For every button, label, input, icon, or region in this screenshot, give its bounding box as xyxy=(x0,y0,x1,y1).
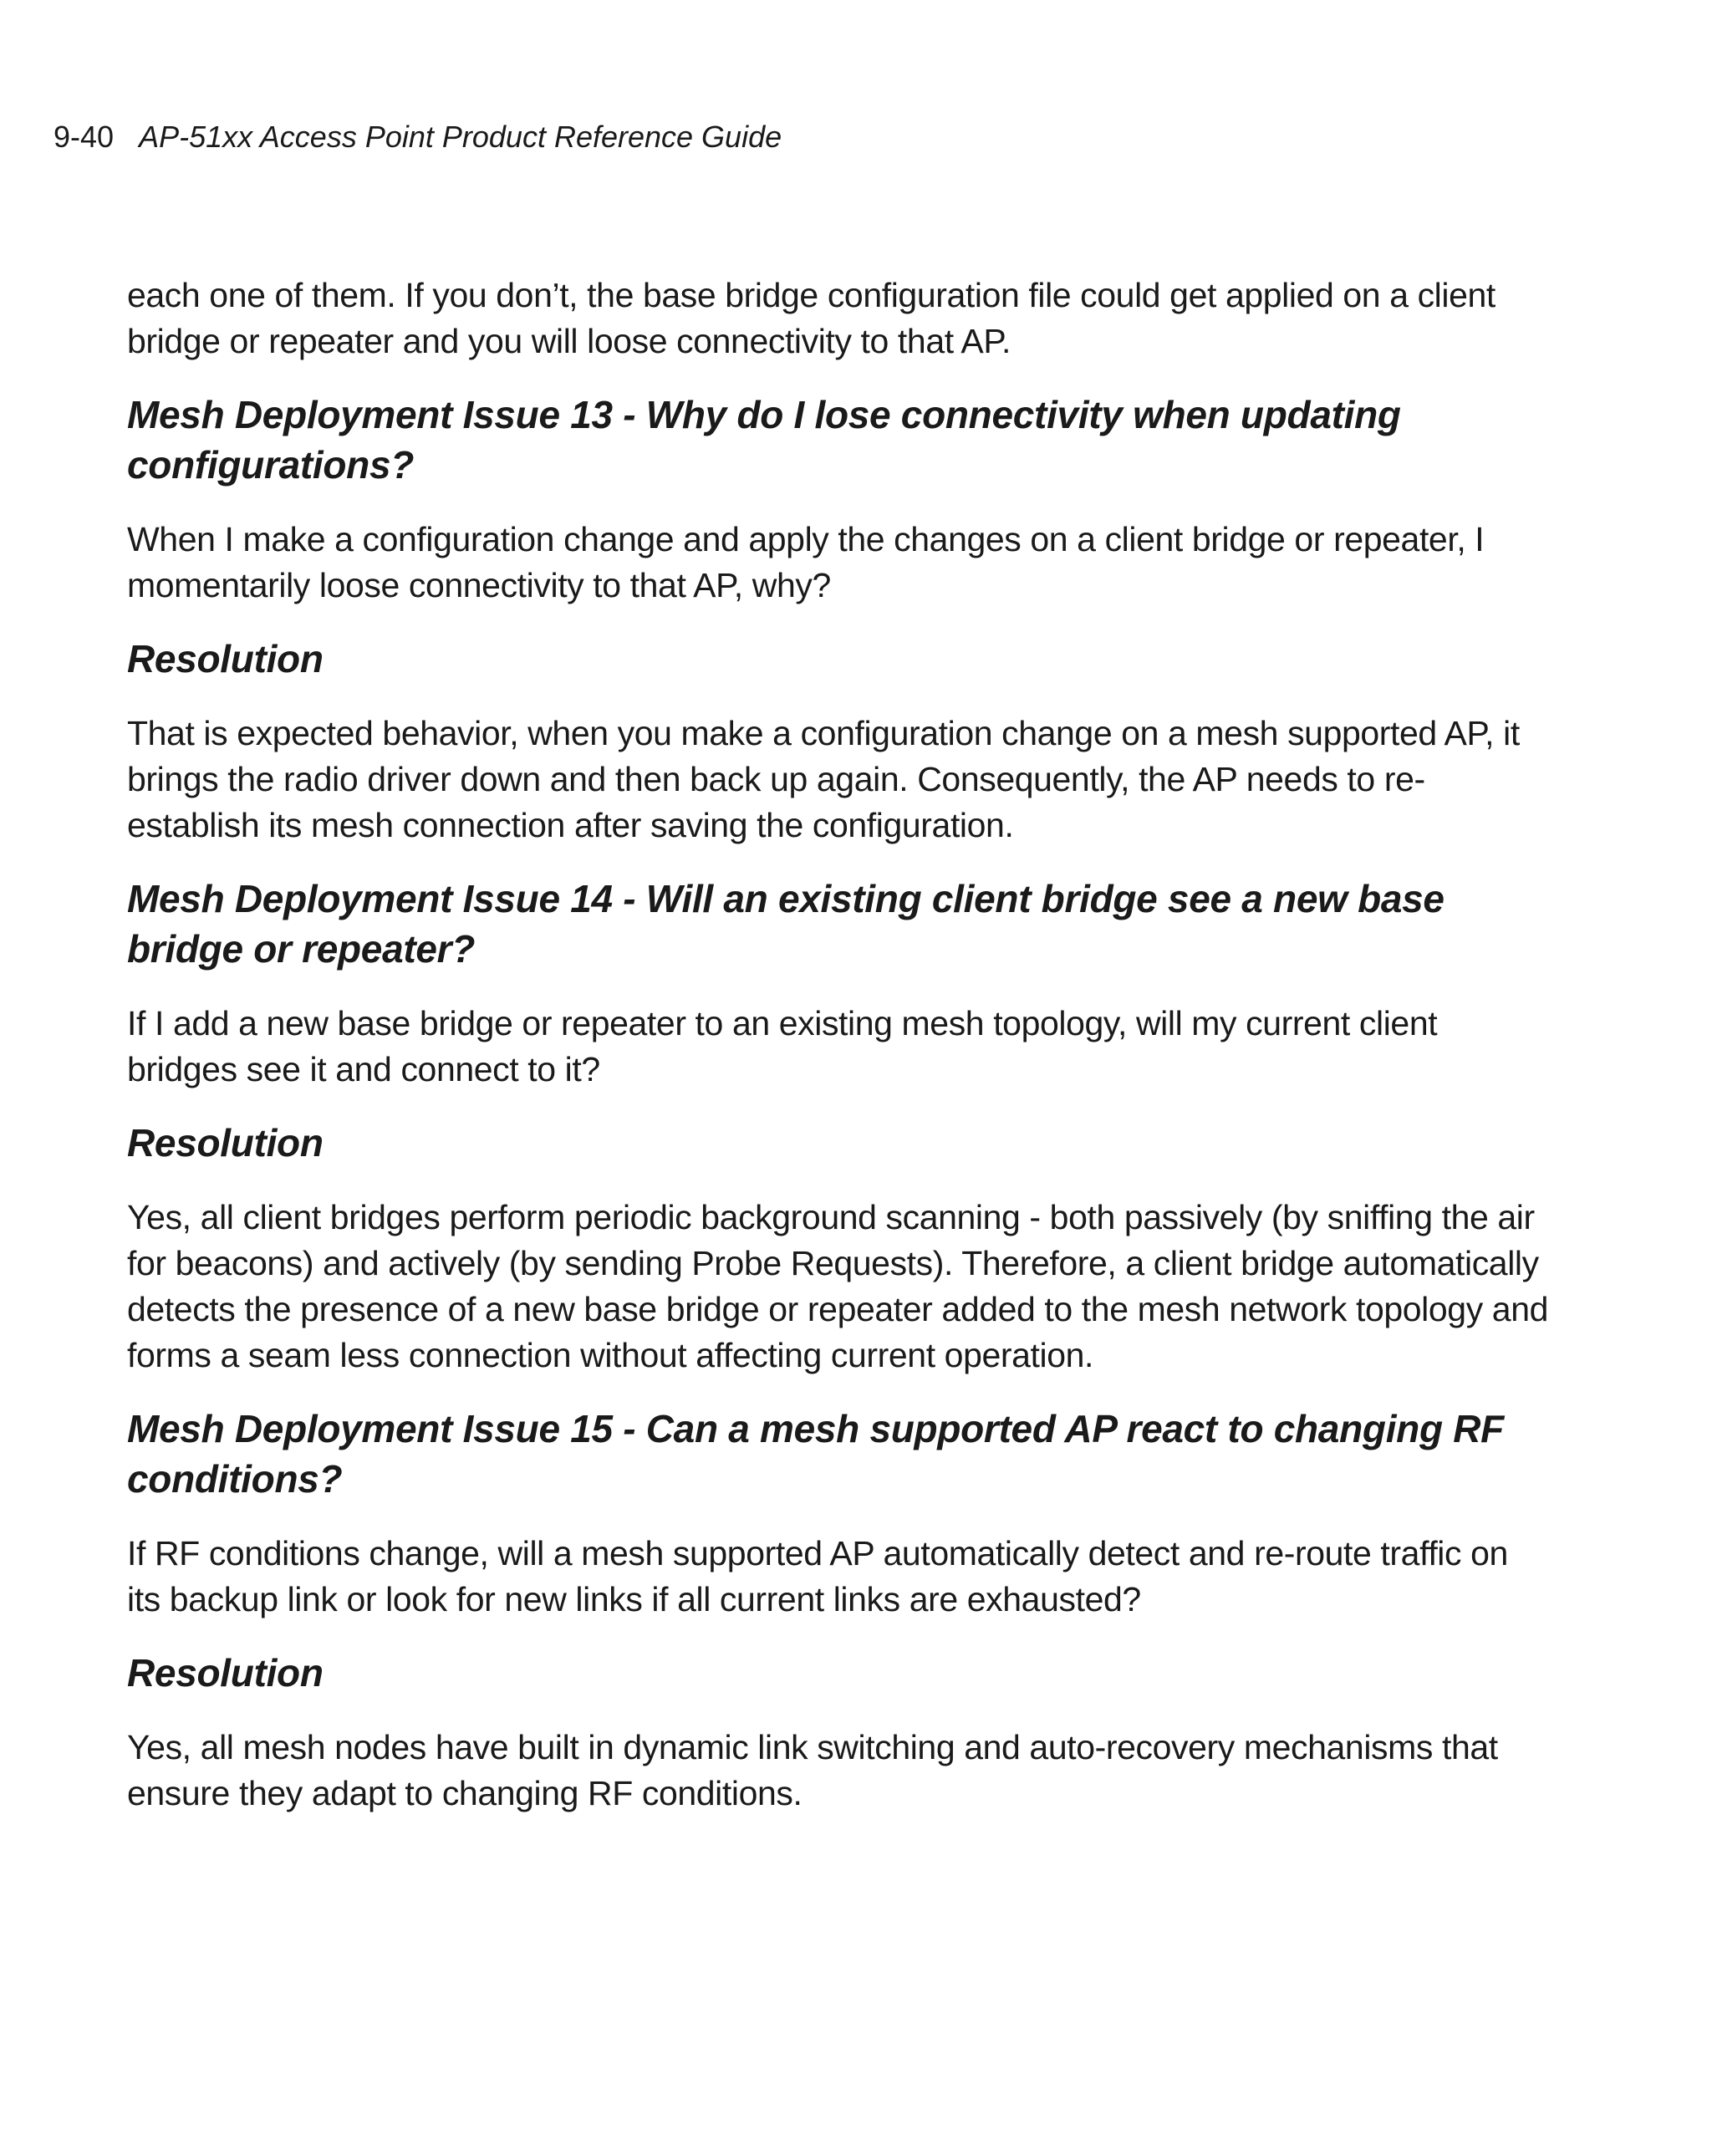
guide-title: AP-51xx Access Point Product Reference Guide xyxy=(139,120,782,154)
intro-paragraph: each one of them. If you don’t, the base bridge configuration file could get applied on a client bridge or repeater and you will loose connectivity to that AP. xyxy=(127,276,1495,360)
page-header xyxy=(54,117,782,157)
issue-13-resolution-heading: Resolution xyxy=(127,637,324,680)
issue-15-question: If RF conditions change, will a mesh supported AP automatically detect and re-route traffic on its backup link or look for new links if all current links are exhausted? xyxy=(127,1534,1508,1618)
issue-13-resolution: That is expected behavior, when you make a configuration change on a mesh supported AP, it brings the radio driver down and then back up again. Consequently, the AP needs to re-establish its mesh connection after saving the configuration. xyxy=(127,714,1520,844)
issue-15-resolution-heading: Resolution xyxy=(127,1651,324,1695)
issue-14-question: If I add a new base bridge or repeater to an existing mesh topology, will my current client bridges see it and connect to it? xyxy=(127,1004,1438,1088)
page-content xyxy=(127,273,1548,1842)
page-number: 9-40 xyxy=(54,120,115,154)
issue-14-resolution: Yes, all client bridges perform periodic background scanning - both passively (by sniffing the air for beacons) and actively (by sending Probe Requests). Therefore, a client bridge automatically detects the presence of a new base bridge or repeater added to the mesh network topology and forms a seam less connection without affecting current operation. xyxy=(127,1198,1548,1374)
issue-13-question: When I make a configuration change and apply the changes on a client bridge or repeater, I momentarily loose connectivity to that AP, why? xyxy=(127,520,1485,604)
issue-15-resolution: Yes, all mesh nodes have built in dynamic link switching and auto-recovery mechanisms that ensure they adapt to changing RF conditions. xyxy=(127,1728,1498,1812)
issue-14-resolution-heading: Resolution xyxy=(127,1121,324,1165)
issue-14-heading: Mesh Deployment Issue 14 - Will an existing client bridge see a new base bridge or repeater? xyxy=(127,877,1444,971)
issue-13-heading: Mesh Deployment Issue 13 - Why do I lose connectivity when updating configurations? xyxy=(127,393,1401,487)
issue-15-heading: Mesh Deployment Issue 15 - Can a mesh supported AP react to changing RF conditions? xyxy=(127,1407,1504,1501)
